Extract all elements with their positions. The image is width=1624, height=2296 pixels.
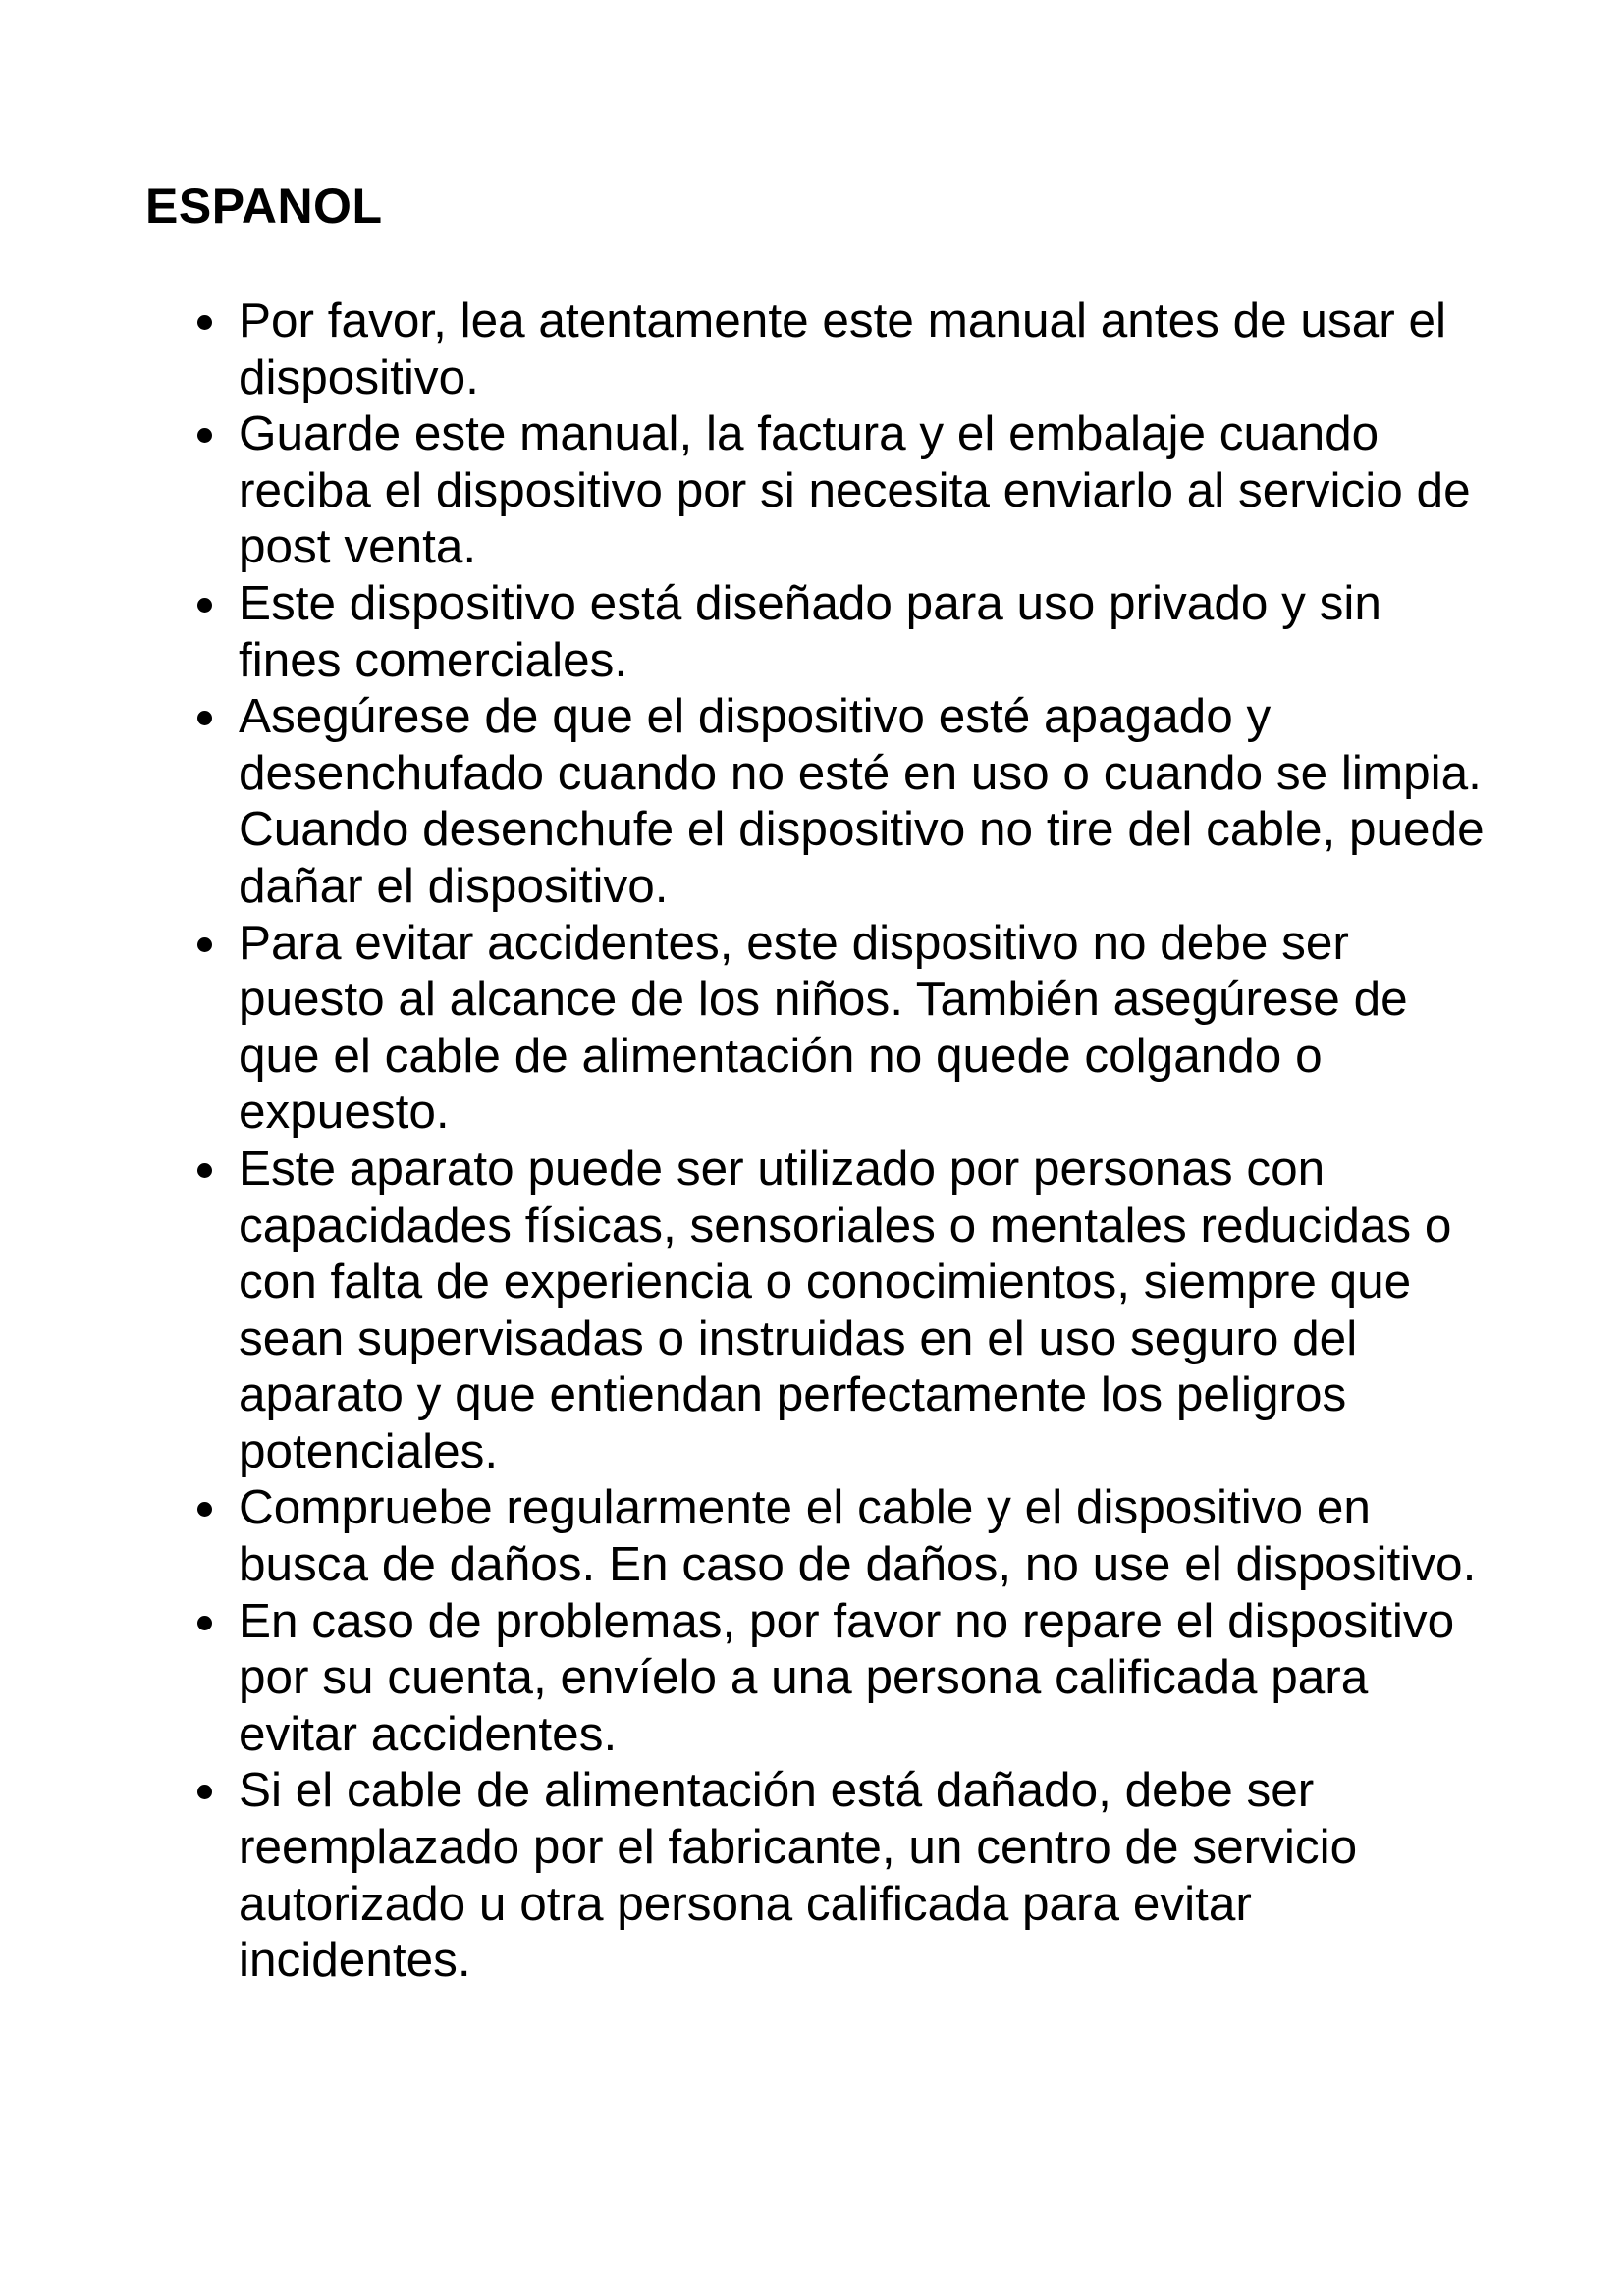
bullet-icon bbox=[197, 1785, 212, 1799]
list-item-text: Este dispositivo está diseñado para uso privado y sin fines comerciales. bbox=[239, 575, 1381, 687]
bullet-icon bbox=[197, 315, 212, 330]
bullet-icon bbox=[197, 428, 212, 443]
bullet-icon bbox=[197, 1502, 212, 1517]
bullet-icon bbox=[197, 711, 212, 725]
list-item bbox=[0, 1479, 1624, 1592]
list-item-text: Por favor, lea atentamente este manual antes de usar el dispositivo. bbox=[239, 294, 1447, 404]
list-item bbox=[0, 293, 1624, 405]
list-item-text: Para evitar accidentes, este dispositivo no debe ser puesto al alcance de los niños. También asegúrese de que el cable de alimentación no quede colgando o expuesto. bbox=[239, 915, 1408, 1140]
bullet-icon bbox=[197, 937, 212, 952]
bullet-icon bbox=[197, 1163, 212, 1178]
bullet-icon bbox=[197, 1616, 212, 1630]
list-item bbox=[0, 915, 1624, 1141]
list-item-text: Asegúrese de que el dispositivo esté apagado y desenchufado cuando no esté en uso o cuando se limpia. Cuando desenchufe el dispositivo no tire del cable, puede dañar el dispositivo. bbox=[239, 689, 1485, 913]
list-item bbox=[0, 688, 1624, 914]
list-item bbox=[0, 405, 1624, 575]
safety-instructions-list bbox=[0, 293, 1624, 1989]
list-item-text: Compruebe regularmente el cable y el dispositivo en busca de daños. En caso de daños, no use el dispositivo. bbox=[239, 1480, 1477, 1592]
list-item-text: Guarde este manual, la factura y el embalaje cuando reciba el dispositivo por si necesita enviarlo al servicio de post venta. bbox=[239, 406, 1471, 574]
list-item bbox=[0, 575, 1624, 688]
list-item-text: Si el cable de alimentación está dañado, debe ser reemplazado por el fabricante, un centro de servicio autorizado u otra persona calificada para evitar incidentes. bbox=[239, 1763, 1358, 1988]
list-item-text: En caso de problemas, por favor no repare el dispositivo por su cuenta, envíelo a una persona calificada para evitar accidentes. bbox=[239, 1593, 1455, 1761]
page-title: ESPANOL bbox=[145, 179, 383, 234]
list-item bbox=[0, 1762, 1624, 1988]
list-item-text: Este aparato puede ser utilizado por personas con capacidades físicas, sensoriales o mentales reducidas o con falta de experiencia o conocimientos, siempre que sean supervisadas o instruidas en el uso seguro del aparato y que entiendan perfectamente los peligros potenciales. bbox=[239, 1141, 1452, 1478]
bullet-icon bbox=[197, 598, 212, 613]
list-item bbox=[0, 1593, 1624, 1763]
list-item bbox=[0, 1141, 1624, 1480]
